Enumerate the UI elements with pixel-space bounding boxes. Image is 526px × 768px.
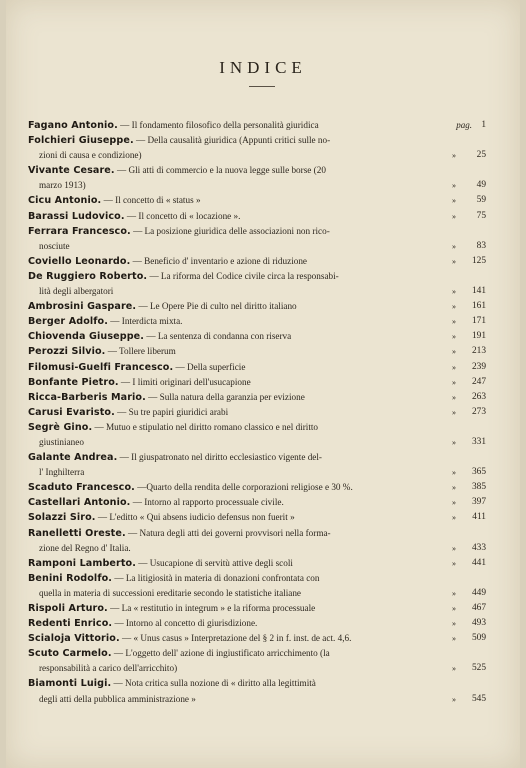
page-ref-marker: »	[452, 498, 456, 508]
title-rule	[249, 86, 275, 87]
toc-entry-first-line	[28, 224, 486, 239]
table-of-contents	[28, 118, 486, 707]
toc-entry-continuation	[28, 284, 486, 299]
toc-title: — Interdicta mixta.	[110, 316, 183, 327]
toc-entry-first-line	[28, 269, 486, 284]
toc-entry-first-line	[28, 299, 486, 314]
toc-author: Ferrara Francesco.	[28, 225, 131, 237]
toc-entry-first-line	[28, 676, 486, 691]
toc-author: Coviello Leonardo.	[28, 255, 131, 267]
toc-author: Scuto Carmelo.	[28, 648, 112, 660]
toc-title: zione del Regno d' Italia.	[39, 542, 131, 553]
toc-title: — Tollere liberum	[107, 346, 176, 357]
toc-entry	[28, 420, 486, 450]
toc-entry	[28, 329, 486, 344]
page-ref-marker: »	[452, 347, 456, 357]
toc-entry-first-line	[28, 193, 486, 208]
toc-page-number: 125	[471, 255, 486, 266]
page-ref-marker: »	[452, 468, 456, 478]
toc-title: — La litigiosità in materia di donazioni confrontata con	[114, 572, 320, 583]
toc-title: giustinianeo	[39, 436, 84, 447]
toc-entry	[28, 480, 486, 495]
toc-page-number: 433	[471, 542, 486, 553]
toc-entry	[28, 631, 486, 646]
toc-entry-first-line	[28, 631, 486, 646]
page-ref-marker: »	[452, 604, 456, 613]
toc-author: Scialoja Vittorio.	[28, 633, 120, 645]
toc-title: — Su tre papiri giuridici arabi	[117, 406, 229, 417]
page-ref-marker: »	[452, 256, 456, 266]
toc-title: — Della superficie	[175, 361, 246, 372]
toc-entry	[28, 269, 486, 299]
toc-title: — « Unus casus » Interpretazione del § 2 in f. inst. de act. 4,6.	[122, 633, 352, 644]
toc-author: Ranelletti Oreste.	[28, 527, 126, 539]
page-ref-marker: »	[452, 151, 456, 161]
toc-entry	[28, 601, 486, 616]
toc-title: — Della causalità giuridica (Appunti critici sulle no-	[136, 135, 331, 146]
toc-entry	[28, 209, 486, 224]
toc-author: Ambrosini Gaspare.	[28, 301, 137, 313]
toc-page-number: 191	[471, 331, 486, 342]
toc-entry	[28, 224, 486, 254]
toc-entry-continuation	[28, 692, 486, 707]
toc-title: — I limiti originari dell'usucapione	[120, 376, 251, 387]
page-ref-marker: »	[452, 181, 456, 191]
page-ref-marker: »	[452, 664, 456, 674]
toc-entry-first-line	[28, 329, 486, 344]
page-ref-marker: »	[452, 362, 456, 372]
toc-page-number: 365	[471, 467, 486, 478]
toc-author: Perozzi Silvio.	[28, 346, 106, 358]
toc-title: l' Inghilterra	[39, 467, 85, 478]
toc-entry-continuation	[28, 178, 486, 193]
toc-page-number: 59	[476, 195, 486, 206]
toc-page-number: 171	[471, 316, 486, 327]
toc-title: — Beneficio d' inventario e azione di riduzione	[132, 255, 308, 266]
toc-entry	[28, 556, 486, 571]
book-page	[6, 0, 520, 768]
toc-entry	[28, 299, 486, 314]
toc-title: —Quarto della rendita delle corporazioni religiose e 30 %.	[137, 482, 353, 493]
toc-entry-first-line	[28, 209, 486, 224]
toc-entry-continuation	[28, 239, 486, 254]
toc-author: Chiovenda Giuseppe.	[28, 331, 145, 343]
toc-title: — Mutuo e stipulatio nel diritto romano classico e nel diritto	[94, 421, 319, 432]
toc-title: — La riforma del Codice civile circa la responsabi-	[149, 270, 339, 281]
toc-title: marzo 1913)	[39, 180, 86, 191]
toc-entry	[28, 571, 486, 601]
toc-author: Biamonti Luigi.	[28, 678, 112, 690]
toc-title: — La « restitutio in integrum » e la riforma processuale	[110, 603, 316, 613]
toc-entry-first-line	[28, 133, 486, 148]
toc-page-number: 385	[471, 482, 486, 493]
page-ref-marker: »	[452, 407, 456, 417]
toc-entry-first-line	[28, 254, 486, 269]
page-label: pag.	[456, 120, 472, 130]
toc-title: — Natura degli atti dei governi provvisori nella forma-	[128, 527, 331, 538]
toc-entry-continuation	[28, 586, 486, 601]
toc-entry	[28, 495, 486, 510]
toc-entry-first-line	[28, 344, 486, 359]
toc-entry	[28, 616, 486, 631]
toc-title: quella in materia di successioni ereditarie secondo le statistiche italiane	[39, 587, 302, 598]
toc-title: zioni di causa e condizione)	[39, 150, 142, 161]
toc-author: Ricca-Barberis Mario.	[28, 391, 146, 403]
toc-entry-first-line	[28, 480, 486, 495]
toc-entry-first-line	[28, 390, 486, 405]
toc-entry-first-line	[28, 601, 486, 616]
toc-author: Fagano Antonio.	[28, 120, 118, 131]
page-ref-marker: »	[452, 558, 456, 568]
toc-entry-first-line	[28, 571, 486, 586]
toc-page-number: 509	[471, 633, 486, 644]
toc-author: Barassi Ludovico.	[28, 210, 125, 222]
toc-title: — Le Opere Pie di culto nel diritto italiano	[138, 301, 297, 312]
toc-title: responsabilità a carico dell'arricchito)	[39, 663, 178, 674]
toc-entry	[28, 375, 486, 390]
toc-author: Galante Andrea.	[28, 452, 118, 464]
toc-entry-first-line	[28, 360, 486, 375]
toc-author: Benini Rodolfo.	[28, 572, 113, 584]
toc-entry	[28, 510, 486, 525]
page-ref-marker: »	[452, 287, 456, 297]
toc-page-number: 449	[471, 587, 486, 598]
page-ref-marker: »	[452, 437, 456, 447]
toc-entry-first-line	[28, 163, 486, 178]
toc-entry	[28, 118, 486, 133]
toc-title: — Sulla natura della garanzia per evizione	[148, 391, 305, 402]
toc-title: — Il giuspatronato nel diritto ecclesiastico vigente del-	[119, 452, 322, 463]
toc-entry-first-line	[28, 495, 486, 510]
page-ref-marker: »	[452, 483, 456, 493]
toc-title: — Nota critica sulla nozione di « diritto alla legittimità	[113, 678, 316, 689]
page-title: INDICE	[219, 58, 307, 77]
toc-author: Ramponi Lamberto.	[28, 557, 136, 569]
toc-title: — La sentenza di condanna con riserva	[146, 331, 292, 342]
toc-page-number: 49	[476, 180, 486, 191]
toc-entry	[28, 646, 486, 676]
toc-page-number: 331	[471, 436, 486, 447]
toc-entry-continuation	[28, 661, 486, 676]
toc-author: Carusi Evaristo.	[28, 406, 115, 418]
toc-author: Berger Adolfo.	[28, 316, 108, 328]
toc-title: lità degli albergatori	[39, 286, 114, 297]
toc-entry-continuation	[28, 541, 486, 556]
toc-author: Redenti Enrico.	[28, 618, 113, 630]
toc-page-number: 263	[471, 391, 486, 402]
toc-entry-first-line	[28, 556, 486, 571]
toc-entry-first-line	[28, 314, 486, 329]
page-ref-marker: »	[452, 332, 456, 342]
toc-page-number: 161	[471, 301, 486, 312]
toc-entry-first-line	[28, 420, 486, 435]
toc-entry-first-line	[28, 375, 486, 390]
toc-title: — La posizione giuridica delle associazioni non rico-	[133, 225, 330, 236]
toc-title: — L'editto « Qui absens iudicio defensus non fuerit »	[97, 512, 295, 523]
toc-entry	[28, 193, 486, 208]
toc-author: Folchieri Giuseppe.	[28, 135, 134, 147]
toc-entry	[28, 314, 486, 329]
toc-page-number: 273	[471, 406, 486, 417]
toc-entry-first-line	[28, 526, 486, 541]
toc-title: — Intorno al rapporto processuale civile.	[132, 497, 284, 508]
toc-entry	[28, 344, 486, 359]
toc-entry-first-line	[28, 450, 486, 465]
toc-title: degli atti della pubblica amministrazione »	[39, 693, 196, 704]
toc-entry-continuation	[28, 465, 486, 480]
toc-entry	[28, 133, 486, 163]
toc-title: — L'oggetto dell' azione di ingiustificato arricchimento (la	[113, 648, 330, 659]
toc-page-number: 1	[481, 120, 486, 130]
toc-entry-first-line	[28, 616, 486, 631]
page-ref-marker: »	[452, 211, 456, 221]
toc-title: — Il fondamento filosofico della personalità giuridica	[120, 120, 319, 130]
toc-title: — Intorno al concetto di giurisdizione.	[114, 618, 258, 629]
toc-entry-first-line	[28, 646, 486, 661]
toc-author: Vivante Cesare.	[28, 165, 115, 177]
toc-page-number: 525	[471, 663, 486, 674]
toc-entry-first-line	[28, 118, 486, 133]
page-ref-marker: »	[452, 196, 456, 206]
toc-entry-first-line	[28, 510, 486, 525]
page-ref-marker: »	[452, 694, 456, 704]
toc-author: Cicu Antonio.	[28, 195, 102, 207]
toc-page-number: 467	[471, 603, 486, 613]
toc-title: — Il concetto di « status »	[103, 195, 201, 206]
page-ref-marker: »	[452, 377, 456, 387]
page-ref-marker: »	[452, 588, 456, 598]
toc-author: Scaduto Francesco.	[28, 482, 135, 494]
toc-entry	[28, 405, 486, 420]
page-ref-marker: »	[452, 634, 456, 644]
toc-page-number: 239	[471, 361, 486, 372]
toc-page-number: 83	[476, 240, 486, 251]
page-ref-marker: »	[452, 619, 456, 629]
toc-page-number: 141	[471, 286, 486, 297]
toc-page-number: 441	[471, 557, 486, 568]
toc-page-number: 75	[476, 210, 486, 221]
toc-page-number: 25	[476, 150, 486, 161]
toc-entry-first-line	[28, 405, 486, 420]
toc-entry	[28, 450, 486, 480]
toc-author: Bonfante Pietro.	[28, 376, 119, 388]
toc-author: De Ruggiero Roberto.	[28, 270, 148, 282]
toc-author: Castellari Antonio.	[28, 497, 131, 509]
toc-page-number: 397	[471, 497, 486, 508]
toc-page-number: 411	[472, 512, 486, 523]
page-ref-marker: »	[452, 392, 456, 402]
toc-entry-continuation	[28, 148, 486, 163]
page-ref-marker: »	[452, 543, 456, 553]
toc-page-number: 213	[471, 346, 486, 357]
page-ref-marker: »	[452, 241, 456, 251]
toc-page-number: 545	[471, 693, 486, 704]
toc-title: — Usucapione di servitù attive degli scoli	[138, 557, 293, 568]
toc-author: Filomusi-Guelfi Francesco.	[28, 361, 174, 373]
toc-entry	[28, 526, 486, 556]
page-ref-marker: »	[452, 317, 456, 327]
toc-entry	[28, 390, 486, 405]
toc-entry	[28, 360, 486, 375]
toc-entry	[28, 163, 486, 193]
toc-author: Segrè Gino.	[28, 421, 93, 433]
toc-entry-continuation	[28, 435, 486, 450]
toc-author: Rispoli Arturo.	[28, 603, 108, 614]
toc-page-number: 493	[471, 618, 486, 629]
page-ref-marker: »	[452, 302, 456, 312]
toc-title: nosciute	[39, 240, 70, 251]
toc-title: — Il concetto di « locazione ».	[126, 210, 241, 221]
toc-page-number: 247	[471, 376, 486, 387]
toc-entry	[28, 676, 486, 706]
toc-title: — Gli atti di commercio e la nuova legge sulle borse (20	[116, 165, 326, 176]
page-ref-marker: »	[452, 513, 456, 523]
toc-author: Solazzi Siro.	[28, 512, 96, 524]
toc-entry	[28, 254, 486, 269]
